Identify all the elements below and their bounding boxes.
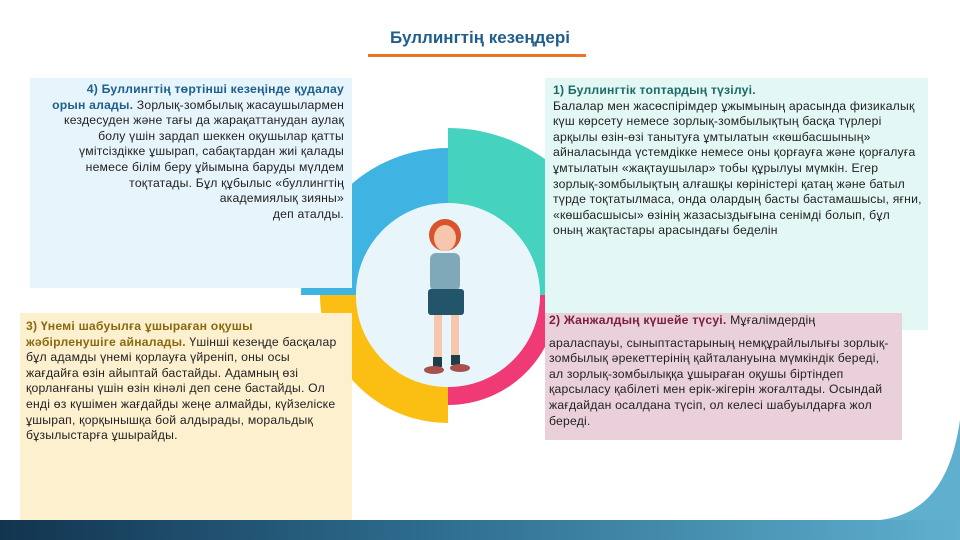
- stage-4-heading: 4) Буллингтің төртінші кезеңінде қудалау орын алады.: [52, 82, 344, 112]
- page-title: Буллингтің кезеңдері: [390, 28, 570, 47]
- corner-decoration: [880, 300, 960, 530]
- stage-1-box: [545, 78, 928, 330]
- stage-4-box: [30, 78, 352, 288]
- stage-2-text-start: Мұғалімдердің: [730, 313, 816, 327]
- footer-bar: [0, 520, 960, 540]
- stage-2-heading: 2) Жанжалдың күшейе түсуі.: [549, 313, 727, 327]
- stage-4-tail: деп аталды.: [272, 206, 344, 221]
- stage-2-text: араласпауы, сыныптастарының немқұрайлылығы зорлық-зомбылық әрекеттерінің қайталануына мүмкіндік береді, ал зорлық-зомбылыққа ұшыраған оқушы біртіндеп қарсыласу қабілеті мен ерік-жігерін жоғалтады. Осындай жағдайдан осалдана түсіп, ол келесі шабуылдарға жол береді.: [549, 335, 889, 428]
- stage-1-text: Балалар мен жасөспірімдер ұжымының арасында физикалық күш көрсету немесе зорлық-зомбылықтың басқа түрлері арқылы өзін-өзі танытуға ұмтылатын «көшбасшының» айналасында үстемдікке немесе оны қорғауға және қорғалуға ұмтылатын «жақтаушылар» тобы құрылуы мүмкін. Егер зорлық-зомбылықтың алғашқы көріністері қатаң және батыл түрде тоқтатылмаса, онда олардың басты бастамашысы, яғни, «көшбасшысы» өзінің жазасыздығына сенімді болып, бұл оның жақтастары арасындағы беделін: [553, 98, 922, 238]
- stage-1-heading: 1) Буллингтік топтардың түзілуі.: [553, 83, 756, 97]
- stage-2-box: [545, 313, 902, 440]
- stage-3-heading: 3) Үнемі шабуылға ұшыраған оқушы жәбірленушіге айналады.: [26, 319, 253, 349]
- stage-3-box: [20, 313, 352, 520]
- title-underline: [368, 54, 586, 57]
- stage-4-text: Зорлық-зомбылық жасаушылармен кездесуден және тағы да жарақаттанудан аулақ болу үшін зардап шеккен оқушылар қатты үмітсіздікке ұшырап, сабақтардан жиі қалады немесе білім беру ұйымына баруды мүлдем тоқтатады. Бұл құбылыс «буллингтің академиялық зияны»: [64, 97, 344, 206]
- stage-3-text: Үшінші кезеңде басқалар бұл адамды үнемі қорлауға үйреніп, оны осы жағдайға өзін айыптай бастайды. Адамның өзі қорланғаны үшін өзін кінәлі деп сене бастайды. Ол енді өз күшімен жағдайды жеңе алмайды, күйзеліске ұшырап, қорқынышқа бой алдырады, моральдық бұзылыстарға ұшырайды.: [26, 334, 337, 443]
